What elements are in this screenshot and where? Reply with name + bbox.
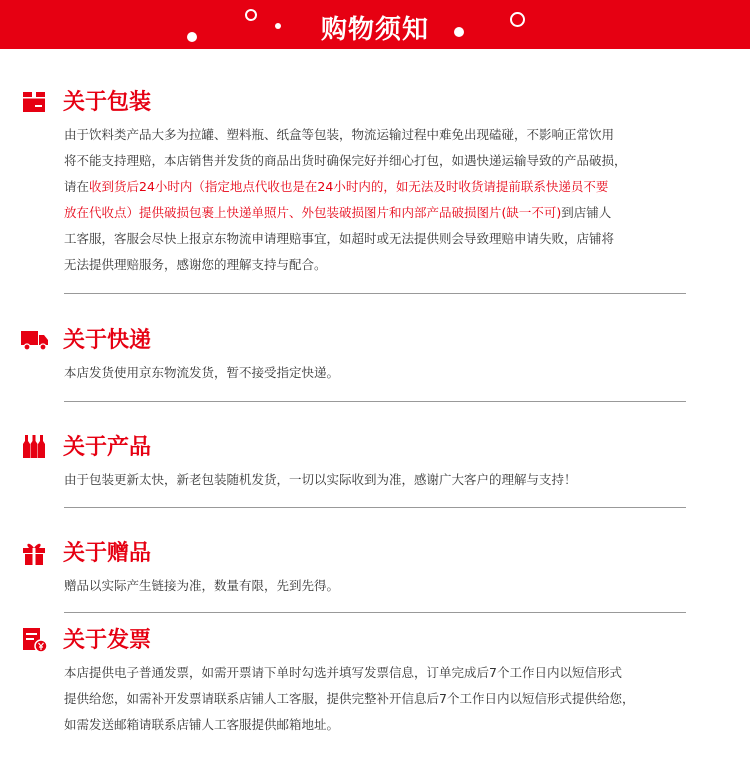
section-body (64, 660, 704, 738)
section-body (64, 573, 704, 599)
body-line (64, 252, 704, 278)
body-text: 赠品以实际产生链接为准，数量有限，先到先得。 (64, 578, 340, 593)
body-line (64, 686, 704, 712)
divider (64, 293, 686, 294)
section-body (64, 467, 704, 493)
section-body (64, 122, 704, 278)
body-text: 本店发货使用京东物流发货，暂不接受指定快递。 (64, 365, 340, 380)
body-line (64, 148, 704, 174)
body-text: 提供给您，如需补开发票请联系店铺人工客服，提供完整补开信息后7个工作日内以短信形式提供给您， (64, 691, 635, 706)
body-text: 请在 (64, 179, 90, 194)
body-line (64, 360, 704, 386)
body-text: 无法提供理赔服务，感谢您的理解支持与配合。 (64, 257, 327, 272)
section-title: 关于快递 (63, 328, 152, 353)
header-banner (0, 0, 750, 49)
body-text: 工客服，客服会尽快上报京东物流申请理赔事宜，如超时或无法提供则会导致理赔申请失败，店铺将 (64, 231, 615, 246)
package-box-icon (20, 88, 48, 116)
body-line (64, 467, 704, 493)
body-line (64, 174, 704, 200)
decor-dot-icon (454, 27, 464, 37)
delivery-truck-icon (18, 326, 50, 354)
body-text: 本店提供电子普通发票，如需开票请下单时勾选并填写发票信息，订单完成后7个工作日内以短信形式 (64, 665, 622, 680)
body-text: 由于饮料类产品大多为拉罐、塑料瓶、纸盒等包装，物流运输过程中难免出现磕碰，不影响正常饮用 (64, 127, 615, 142)
body-text: 将不能支持理赔，本店销售并发货的商品出货时确保完好并细心打包，如遇快递运输导致的产品破损， (64, 153, 627, 168)
section-title: 关于发票 (63, 628, 152, 653)
body-text: 到店铺人 (561, 205, 612, 220)
decor-dot-icon (275, 23, 281, 29)
divider (64, 401, 686, 402)
invoice-icon (20, 626, 48, 654)
body-text: 由于包装更新太快，新老包装随机发货，一切以实际收到为准，感谢广大客户的理解与支持！ (64, 472, 577, 487)
highlight-text: 放在代收点）提供破损包裹上快递单照片、外包装破损图片和内部产品破损图片(缺一不可) (64, 205, 562, 220)
body-line (64, 660, 704, 686)
body-line (64, 712, 704, 738)
body-text: 如需发送邮箱请联系店铺人工客服提供邮箱地址。 (64, 717, 340, 732)
decor-ring-icon (245, 9, 257, 21)
section-body (64, 360, 704, 386)
bottles-icon (20, 433, 48, 461)
decor-ring-icon (510, 12, 525, 27)
decor-dot-icon (187, 32, 197, 42)
divider (64, 612, 686, 613)
body-line (64, 122, 704, 148)
page-title: 购物须知 (320, 15, 429, 45)
gift-icon (20, 539, 48, 567)
section-title: 关于产品 (63, 435, 152, 460)
highlight-text: 收到货后24小时内（指定地点代收也是在24小时内的，如无法及时收货请提前联系快递员不要 (89, 179, 609, 194)
body-line (64, 226, 704, 252)
body-line (64, 200, 704, 226)
body-line (64, 573, 704, 599)
divider (64, 507, 686, 508)
section-title: 关于包装 (63, 90, 152, 115)
section-title: 关于赠品 (63, 541, 152, 566)
